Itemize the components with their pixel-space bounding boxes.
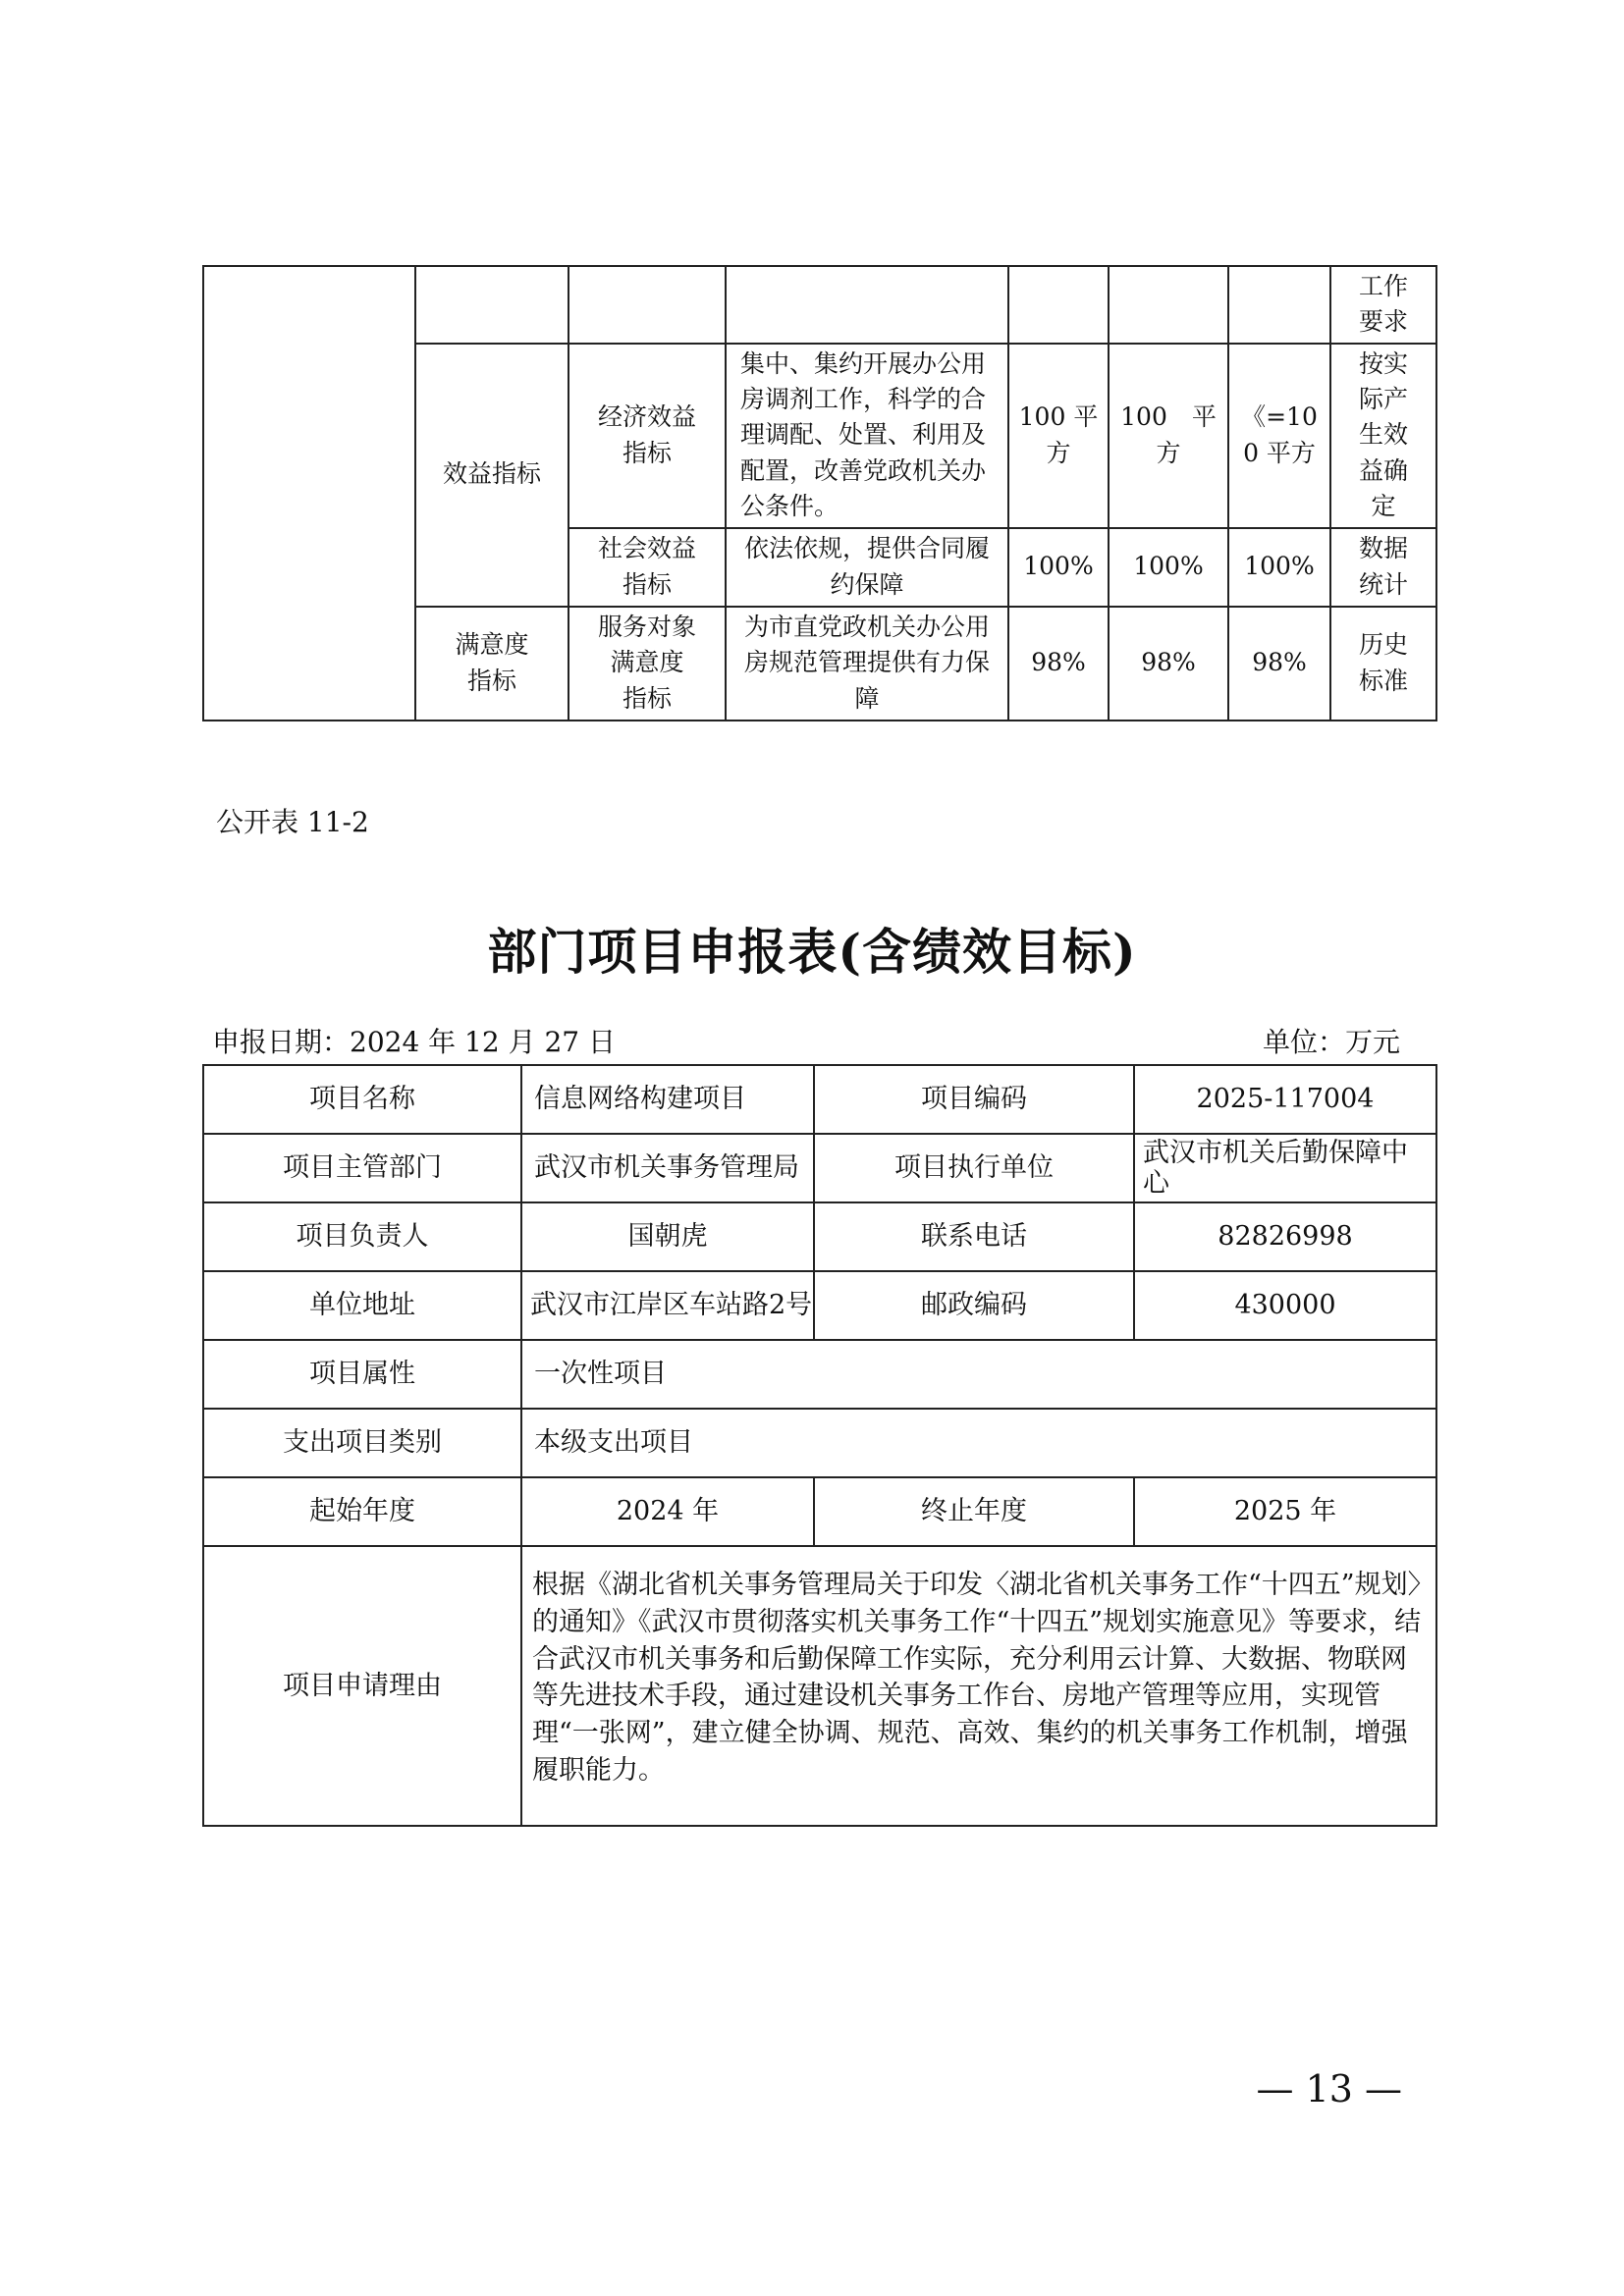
field-value: 武汉市机关后勤保障中 心 xyxy=(1134,1134,1436,1202)
table-cell xyxy=(1228,266,1330,344)
field-label: 项目主管部门 xyxy=(203,1134,521,1202)
field-label: 项目申请理由 xyxy=(203,1546,521,1826)
page-number-text: — 13 — xyxy=(1256,2067,1402,2110)
field-value: 2024 年 xyxy=(521,1477,814,1546)
field-value: 一次性项目 xyxy=(521,1340,1436,1409)
field-label: 项目名称 xyxy=(203,1065,521,1134)
field-label: 终止年度 xyxy=(814,1477,1134,1546)
field-value: 2025 年 xyxy=(1134,1477,1436,1546)
field-label: 单位地址 xyxy=(203,1271,521,1340)
indicator-description-cell: 为市直党政机关办公用房规范管理提供有力保障 xyxy=(726,607,1008,721)
field-value: 武汉市机关事务管理局 xyxy=(521,1134,814,1202)
table-cell xyxy=(203,266,415,721)
field-label: 支出项目类别 xyxy=(203,1409,521,1477)
indicator-category-cell: 效益指标 xyxy=(415,344,568,607)
table-row xyxy=(203,1409,1436,1477)
indicator-category-cell: 满意度 指标 xyxy=(415,607,568,721)
table-cell xyxy=(415,266,568,344)
field-label: 项目负责人 xyxy=(203,1202,521,1271)
table-row xyxy=(203,1340,1436,1409)
table-cell xyxy=(726,266,1008,344)
field-value: 2025-117004 xyxy=(1134,1065,1436,1134)
indicator-value-cell: 《=10 0 平方 xyxy=(1228,344,1330,528)
indicator-subcategory-cell: 经济效益 指标 xyxy=(568,344,726,528)
indicator-value-cell: 100% xyxy=(1109,528,1228,607)
field-label: 项目编码 xyxy=(814,1065,1134,1134)
performance-indicator-table xyxy=(202,265,1437,721)
field-value: 信息网络构建项目 xyxy=(521,1065,814,1134)
indicator-basis-cell: 按实 际产 生效 益确 定 xyxy=(1330,344,1436,528)
report-date: 申报日期：2024 年 12 月 27 日 xyxy=(212,1026,617,1058)
indicator-basis-cell: 数据 统计 xyxy=(1330,528,1436,607)
field-label: 邮政编码 xyxy=(814,1271,1134,1340)
indicator-subcategory-cell: 服务对象 满意度 指标 xyxy=(568,607,726,721)
indicator-value-cell: 98% xyxy=(1008,607,1109,721)
indicator-basis-cell: 历史 标准 xyxy=(1330,607,1436,721)
project-application-table xyxy=(202,1064,1437,1827)
table-cell xyxy=(568,266,726,344)
indicator-subcategory-cell: 社会效益 指标 xyxy=(568,528,726,607)
field-value: 武汉市江岸区车站路2号 xyxy=(521,1271,814,1340)
application-reason-text: 根据《湖北省机关事务管理局关于印发〈湖北省机关事务工作“十四五”规划〉的通知》《武汉市贯彻落实机关事务工作“十四五”规划实施意见》等要求，结合武汉市机关事务和后勤保障工作实际，充分利用云计算、大数据、物联网等先进技术手段，通过建设机关事务工作台、房地产管理等应用，实现管理“一张网”，建立健全协调、规范、高效、集约的机关事务工作机制，增强履职能力。 xyxy=(521,1546,1436,1826)
table-row xyxy=(203,1546,1436,1826)
field-value: 本级支出项目 xyxy=(521,1409,1436,1477)
field-value: 国朝虎 xyxy=(521,1202,814,1271)
indicator-value-cell: 100% xyxy=(1008,528,1109,607)
table-cell: 工作 要求 xyxy=(1330,266,1436,344)
field-label: 联系电话 xyxy=(814,1202,1134,1271)
table-row xyxy=(203,1271,1436,1340)
table-row xyxy=(203,1134,1436,1202)
table-row xyxy=(203,1065,1436,1134)
field-label: 起始年度 xyxy=(203,1477,521,1546)
indicator-value-cell: 100 平 方 xyxy=(1109,344,1228,528)
field-label: 项目执行单位 xyxy=(814,1134,1134,1202)
table-cell xyxy=(1109,266,1228,344)
table-row xyxy=(203,266,1436,344)
table-row xyxy=(203,1477,1436,1546)
page-number xyxy=(0,2067,1624,2110)
indicator-value-cell: 98% xyxy=(1228,607,1330,721)
indicator-value-cell: 100% xyxy=(1228,528,1330,607)
page-title: 部门项目申报表(含绩效目标) xyxy=(487,923,1137,981)
indicator-value-cell: 100 平 方 xyxy=(1008,344,1109,528)
table-row xyxy=(203,1202,1436,1271)
indicator-description-cell: 依法依规，提供合同履约保障 xyxy=(726,528,1008,607)
indicator-value-cell: 98% xyxy=(1109,607,1228,721)
table-cell xyxy=(1008,266,1109,344)
field-value: 430000 xyxy=(1134,1271,1436,1340)
field-label: 项目属性 xyxy=(203,1340,521,1409)
indicator-description-cell: 集中、集约开展办公用房调剂工作，科学的合理调配、处置、利用及配置，改善党政机关办公条件。 xyxy=(726,344,1008,528)
table-label: 公开表 11-2 xyxy=(216,806,369,838)
currency-unit: 单位：万元 xyxy=(1262,1026,1400,1058)
field-value: 82826998 xyxy=(1134,1202,1436,1271)
